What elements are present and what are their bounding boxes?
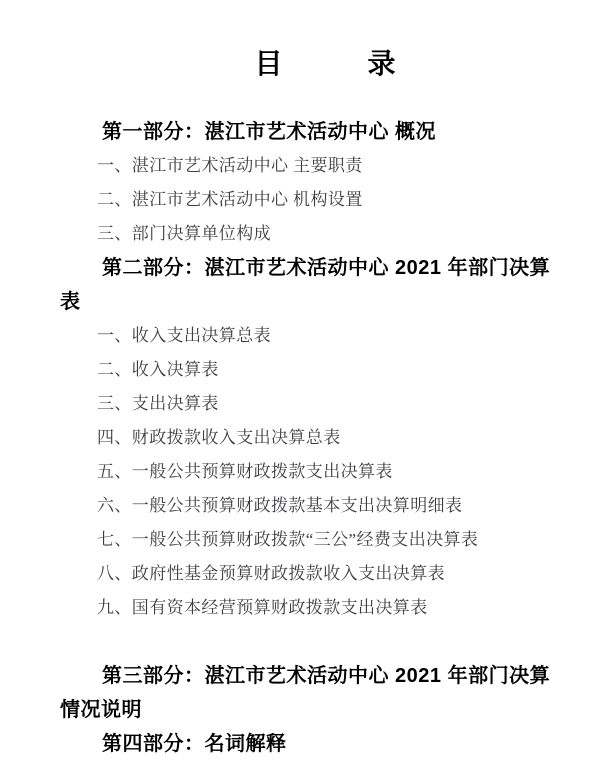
section-2-heading: 第二部分：湛江市艺术活动中心 2021 年部门决算表 xyxy=(60,257,551,313)
toc-entry-s2-2: 二、收入决算表 xyxy=(97,360,219,379)
toc-entry-s1-1: 一、湛江市艺术活动中心 主要职责 xyxy=(97,156,363,175)
toc-entry-s2-8: 八、政府性基金预算财政拨款收入支出决算表 xyxy=(97,564,445,583)
section-4-heading: 第四部分：名词解释 xyxy=(102,733,287,755)
toc-entry-s2-3: 三、支出决算表 xyxy=(97,394,219,413)
section-1-heading: 第一部分：湛江市艺术活动中心 概况 xyxy=(102,121,437,143)
toc-entry-s2-6: 六、一般公共预算财政拨款基本支出决算明细表 xyxy=(97,496,463,515)
page-title-char-1: 目 xyxy=(254,48,283,79)
section-3-heading: 第三部分：湛江市艺术活动中心 2021 年部门决算情况说明 xyxy=(60,665,551,721)
toc-content xyxy=(0,115,610,761)
toc-entry-s2-4: 四、财政拨款收入支出决算总表 xyxy=(97,428,341,447)
toc-entry-s1-2: 二、湛江市艺术活动中心 机构设置 xyxy=(97,190,363,209)
page-title-char-2: 录 xyxy=(367,48,396,79)
toc-entry-s2-1: 一、收入支出决算总表 xyxy=(97,326,271,345)
blank-line-spacer xyxy=(60,625,570,659)
toc-entry-s2-9: 九、国有资本经营预算财政拨款支出决算表 xyxy=(97,598,428,617)
toc-entry-s2-7: 七、一般公共预算财政拨款“三公”经费支出决算表 xyxy=(97,530,479,549)
page-title xyxy=(20,46,610,82)
toc-entry-s2-5: 五、一般公共预算财政拨款支出决算表 xyxy=(97,462,393,481)
toc-entry-s1-3: 三、部门决算单位构成 xyxy=(97,224,271,243)
